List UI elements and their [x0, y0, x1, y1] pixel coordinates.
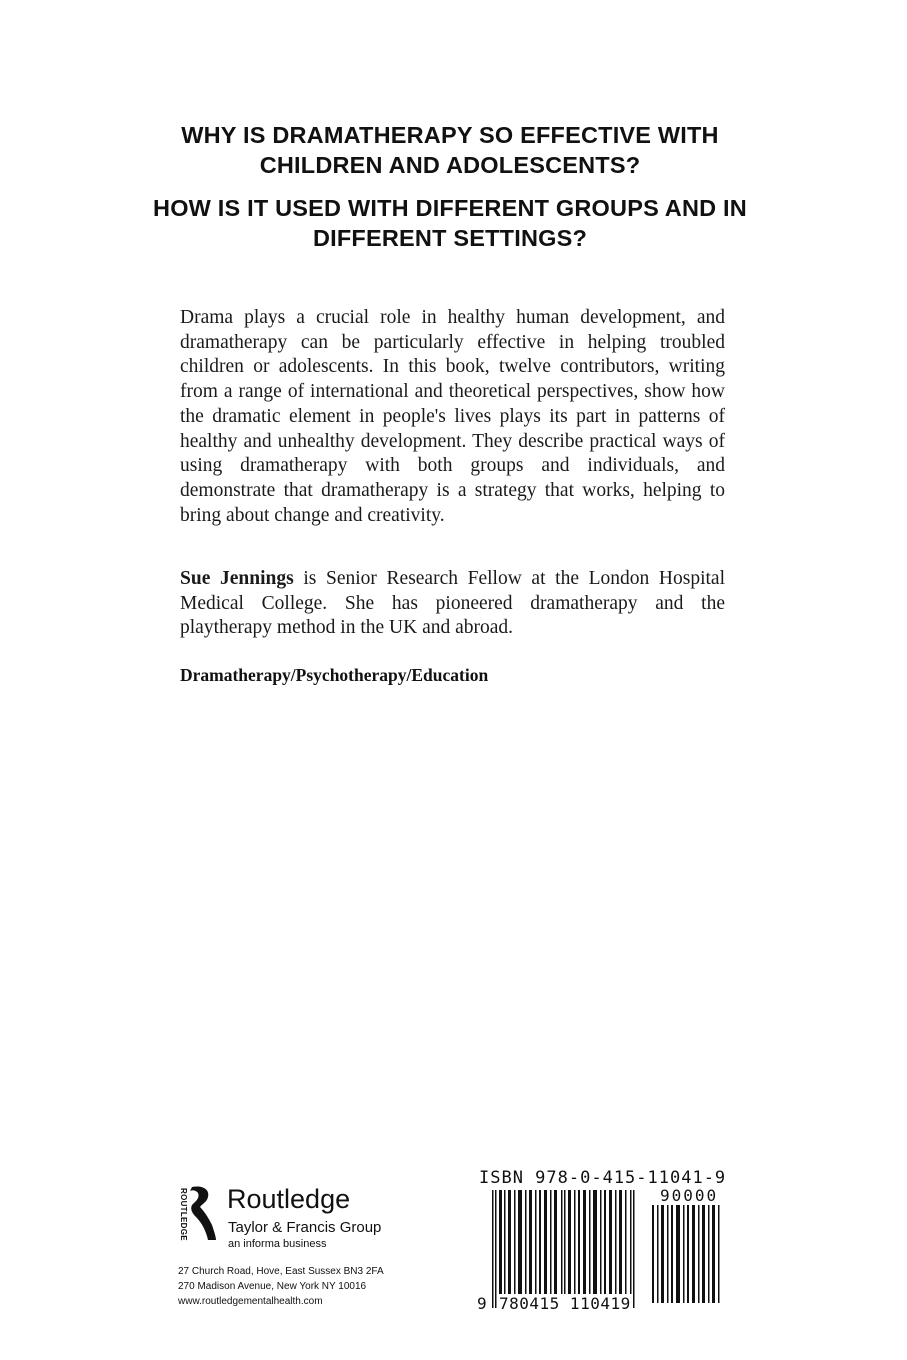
- headline-question-1: WHY IS DRAMATHERAPY SO EFFECTIVE WITH CHILDREN AND ADOLESCENTS?: [181, 122, 719, 178]
- publisher-address-uk: 27 Church Road, Hove, East Sussex BN3 2FA: [178, 1266, 384, 1277]
- ean-first-digit: 9: [477, 1294, 487, 1313]
- barcode-addon-number: 90000: [660, 1186, 719, 1205]
- publisher-tagline: an informa business: [228, 1238, 327, 1250]
- publisher-website: www.routledgementalhealth.com: [178, 1296, 323, 1307]
- book-description: Drama plays a crucial role in healthy human development, and dramatherapy can be particularly effective in helping troubled children or adolescents. In this book, twelve contributors, writing from a range of international and theoretical perspectives, show how the dramatic element in people's lives plays its part in patterns of healthy and unhealthy development. They describe practical ways of using dramatherapy with both groups and individuals, and demonstrate that dramatherapy is a strategy that works, helping to bring about change and creativity.: [180, 307, 725, 526]
- isbn-label: ISBN 978-0-415-11041-9: [479, 1168, 727, 1188]
- routledge-logo-icon: [178, 1185, 218, 1241]
- subject-category: Dramatherapy/Psychotherapy/Education: [180, 665, 489, 685]
- author-name: Sue Jennings: [180, 568, 294, 589]
- addon-barcode: [652, 1205, 722, 1303]
- isbn-barcode: [492, 1190, 637, 1308]
- publisher-name: Routledge: [227, 1184, 351, 1214]
- author-bio-text: is Senior Research Fellow at the London Hospital Medical College. She has pioneered dramatherapy and the playtherapy method in the UK and abroad.: [180, 568, 725, 639]
- publisher-address-us: 270 Madison Avenue, New York NY 10016: [178, 1281, 367, 1292]
- publisher-logo-vertical-text: ROUTLEDGE: [179, 1188, 188, 1241]
- ean-digits: 780415 110419: [499, 1294, 631, 1313]
- headline-question-2: HOW IS IT USED WITH DIFFERENT GROUPS AND IN DIFFERENT SETTINGS?: [153, 195, 747, 251]
- author-bio: [180, 567, 725, 641]
- publisher-group: Taylor & Francis Group: [228, 1219, 382, 1236]
